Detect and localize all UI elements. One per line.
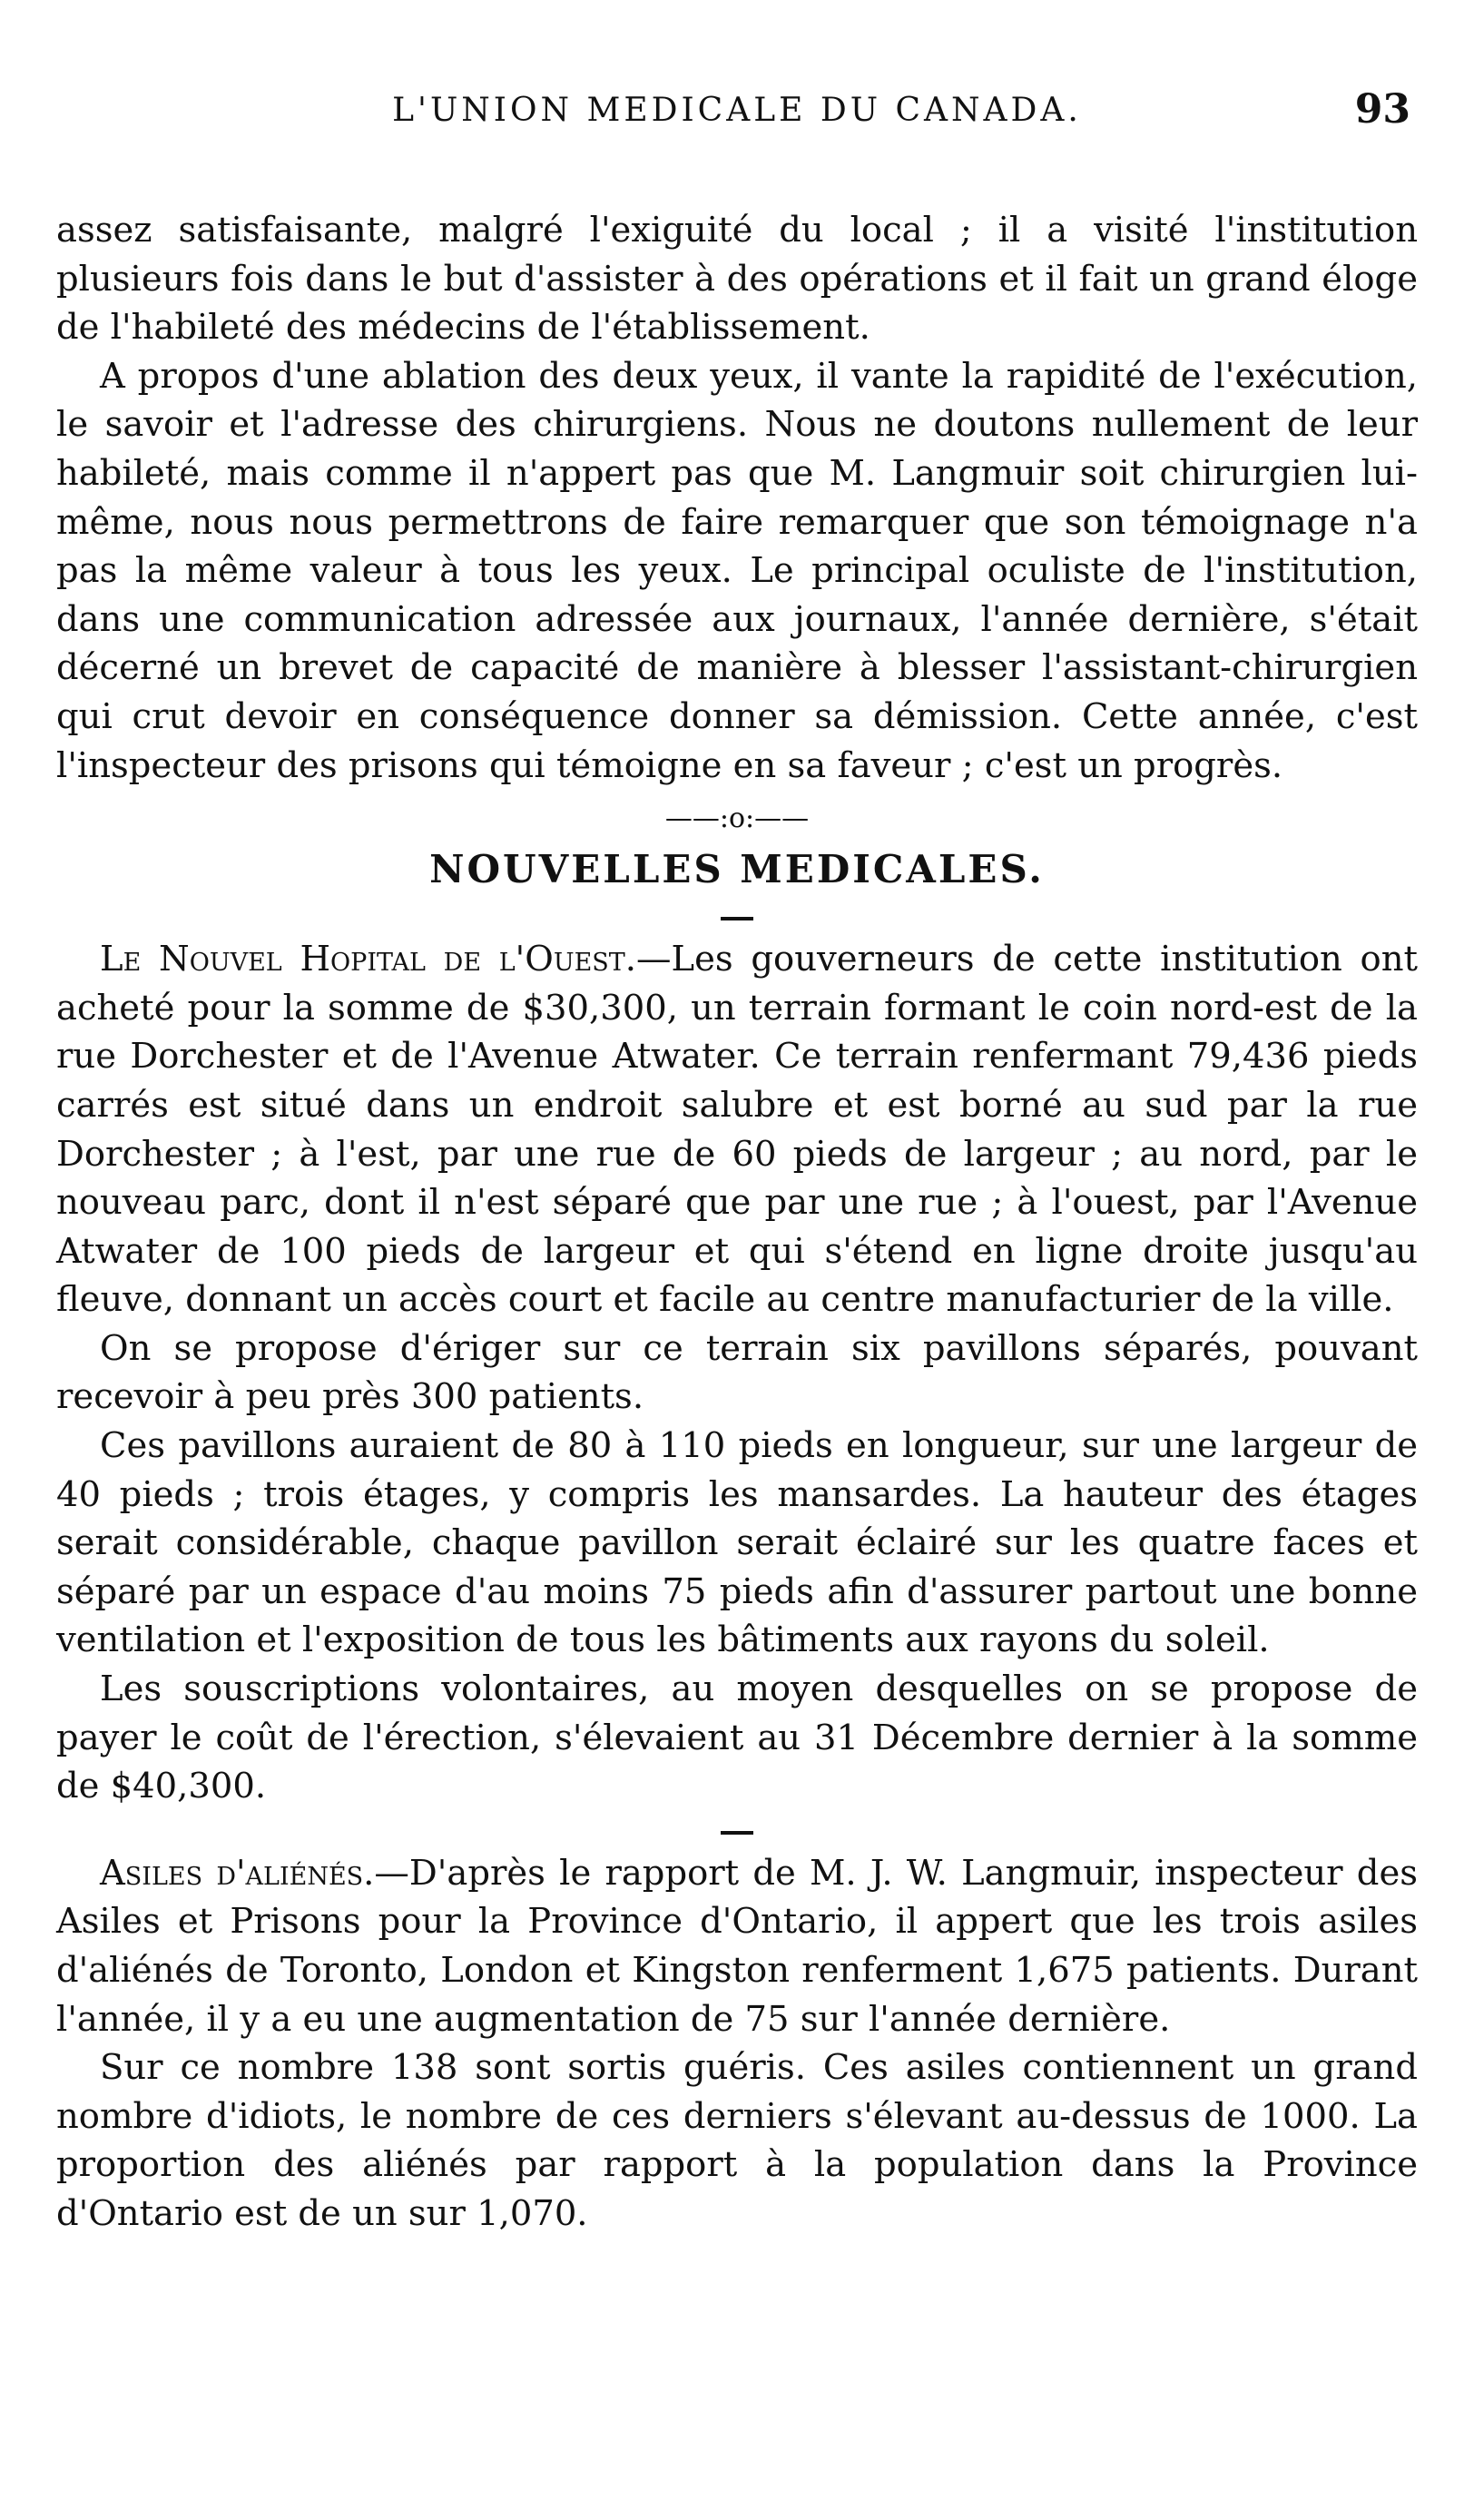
paragraph-ablation: A propos d'une ablation des deux yeux, il vante la rapidité de l'exécution, le savoir et l'adresse des chirurgiens. Nous ne doutons nullement de leur habileté, mais comme il n'appert pas que M. Langmuir soit chirurgien lui-même, nous nous permettrons de faire remarquer que son témoignage n'a pas la même valeur à tous les yeux. Le principal oculiste de l'institution, dans une communication adressée aux journaux, l'année dernière, s'était décerné un brevet de capacité de manière à blesser l'assistant-chirurgien qui crut devoir en conséquence donner sa démission. Cette année, c'est l'inspecteur des prisons qui témoigne en sa faveur ; c'est un progrès. [56, 355, 1418, 786]
section-heading: NOUVELLES MEDICALES. [429, 847, 1045, 892]
rule-divider [721, 917, 753, 920]
asiles-lead: Asiles d'aliénés. [100, 1852, 375, 1894]
paragraph-dimensions: Ces pavillons auraient de 80 à 110 pieds en longueur, sur une largeur de 40 pieds ; trois étages, y compris les mansardes. La hauteur des étages serait considérable, chaque pavillon serait éclairé sur les quatre faces et séparé par un espace d'au moins 75 pieds afin d'assurer partout une bonne ventilation et l'exposition de tous les bâtiments aux rayons du soleil. [56, 1425, 1418, 1661]
article-body [56, 206, 1418, 2239]
paragraph-pavillons: On se propose d'ériger sur ce terrain six pavillons séparés, pouvant recevoir à peu près 300 patients. [56, 1327, 1418, 1418]
hopital-lead: Le Nouvel Hopital de l'Ouest. [100, 939, 637, 980]
page-header [56, 86, 1418, 150]
paragraph-souscriptions: Les souscriptions volontaires, au moyen desquelles on se propose de payer le coût de l'érection, s'élevaient au 31 Décembre dernier à la somme de $40,300. [56, 1669, 1418, 1807]
running-head: L'UNION MEDICALE DU CANADA. [392, 92, 1082, 129]
paragraph-asiles-stats: Sur ce nombre 138 sont sortis guéris. Ces asiles contiennent un grand nombre d'idiots, le nombre de ces derniers s'élevant au-dessus de 1000. La proportion des aliénés par rapport à la population dans la Province d'Ontario est de un sur 1,070. [56, 2047, 1418, 2234]
page-number: 93 [1354, 86, 1410, 133]
hopital-intro-text: —Les gouverneurs de cette institution ont acheté pour la somme de $30,300, un terrain formant le coin nord-est de la rue Dorchester et de l'Avenue Atwater. Ce terrain renfermant 79,436 pieds carrés est situé dans un endroit salubre et est borné au sud par la rue Dorchester ; à l'est, par une rue de 60 pieds de largeur ; au nord, par le nouveau parc, dont il n'est séparé que par une rue ; à l'ouest, par l'Avenue Atwater de 100 pieds de largeur et qui s'étend en ligne droite jusqu'au fleuve, donnant un accès court et facile au centre manufacturier de la ville. [56, 939, 1418, 1321]
paragraph-continued: assez satisfaisante, malgré l'exiguité du local ; il a visité l'institution plusieurs fois dans le but d'assister à des opérations et il fait un grand éloge de l'habileté des médecins de l'établissement. [56, 210, 1418, 349]
asiles-intro-text: —D'après le rapport de M. J. W. Langmuir, inspecteur des Asiles et Prisons pour la Province d'Ontario, il appert que les trois asiles d'aliénés de Toronto, London et Kingston renferment 1,675 patients. Durant l'année, il y a eu une augmentation de 75 sur l'année dernière. [56, 1852, 1418, 2040]
journal-page [56, 86, 1418, 2239]
rule-divider-2 [721, 1831, 753, 1835]
paragraph-hopital-intro [56, 935, 1418, 1324]
paragraph-asiles-intro [56, 1849, 1418, 2043]
ornamental-divider: ——:o:—— [664, 802, 810, 835]
